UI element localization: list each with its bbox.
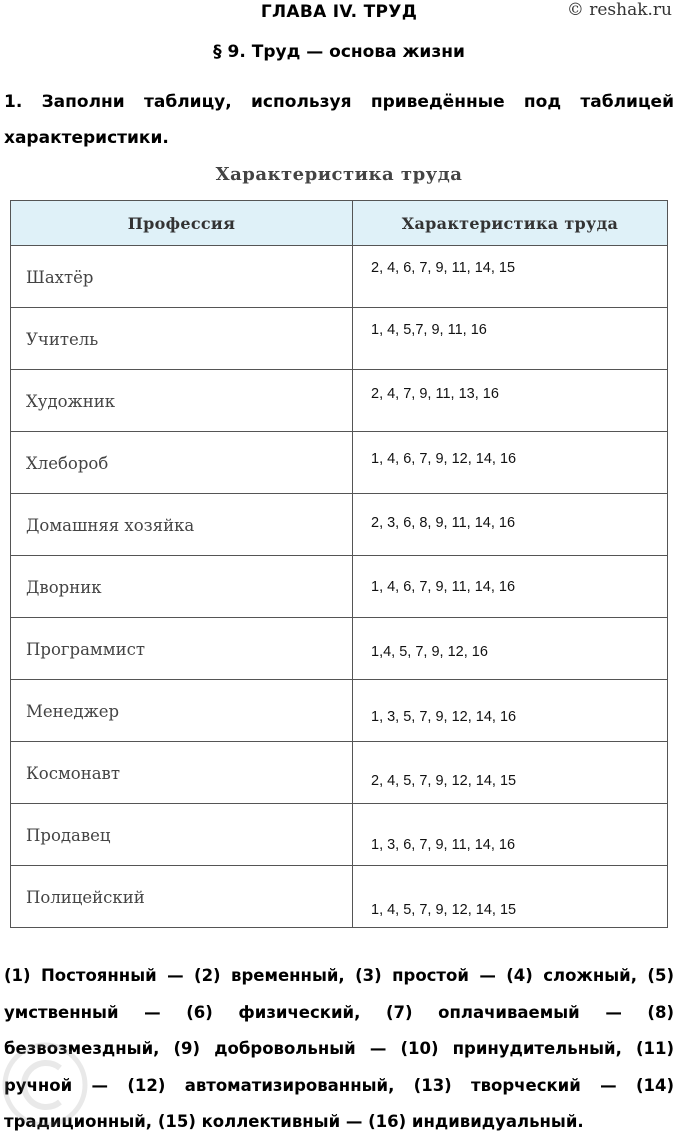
profession-cell: [11, 680, 353, 742]
table-row: [11, 494, 668, 556]
profession-name: Дворник: [26, 578, 102, 597]
table-row: [11, 370, 668, 432]
values-cell: [353, 804, 668, 866]
table-row: [11, 556, 668, 618]
values-cell: [353, 866, 668, 928]
table-row: [11, 432, 668, 494]
characteristic-values: 1, 4, 6, 7, 9, 11, 14, 16: [371, 579, 516, 595]
chapter-title: ГЛАВА IV. ТРУД: [260, 2, 418, 22]
profession-name: Продавец: [26, 826, 111, 845]
table-row: [11, 308, 668, 370]
characteristic-values: 1,4, 5, 7, 9, 12, 16: [371, 644, 488, 660]
characteristic-values: 1, 3, 5, 7, 9, 12, 14, 16: [371, 709, 517, 725]
profession-cell: [11, 804, 353, 866]
profession-name: Учитель: [26, 330, 99, 349]
values-cell: [353, 370, 668, 432]
characteristic-values: 1, 4, 6, 7, 9, 12, 14, 16: [371, 451, 517, 467]
characteristics-legend: (1) Постоянный — (2) временный, (3) простой — (4) сложный, (5) умственный — (6) физический, (7) оплачиваемый — (8) безвозмездный, (9) добровольный — (10) принудительный, (11) ручной — (12) автоматизированный, (13) творческий — (14) традиционный, (15) коллективный — (16) индивидуальный.: [4, 966, 674, 1131]
profession-name: Полицейский: [26, 888, 145, 907]
table-row: [11, 866, 668, 928]
section-title: § 9. Труд — основа жизни: [213, 42, 465, 62]
characteristic-values: 2, 3, 6, 8, 9, 11, 14, 16: [371, 515, 516, 531]
values-cell: [353, 742, 668, 804]
characteristic-values: 2, 4, 7, 9, 11, 13, 16: [371, 386, 499, 402]
header-characteristic: Характеристика труда: [353, 201, 668, 246]
profession-table: [10, 200, 668, 928]
values-cell: [353, 556, 668, 618]
table-title: Характеристика труда: [215, 164, 463, 185]
table-row: [11, 742, 668, 804]
profession-cell: [11, 556, 353, 618]
table-header-row: [11, 201, 668, 246]
profession-name: Хлебороб: [26, 454, 109, 473]
table-row: [11, 618, 668, 680]
site-watermark: © reshak.ru: [566, 0, 672, 20]
profession-cell: [11, 618, 353, 680]
characteristic-values: 1, 4, 5,7, 9, 11, 16: [371, 322, 487, 338]
characteristic-values: 2, 4, 5, 7, 9, 12, 14, 15: [371, 773, 517, 789]
values-cell: [353, 432, 668, 494]
characteristic-values: 1, 4, 5, 7, 9, 12, 14, 15: [371, 902, 517, 918]
values-cell: [353, 680, 668, 742]
table-row: [11, 680, 668, 742]
profession-cell: [11, 494, 353, 556]
profession-name: Художник: [26, 392, 116, 411]
profession-name: Шахтёр: [26, 268, 94, 287]
profession-cell: [11, 246, 353, 308]
profession-name: Программист: [26, 640, 145, 659]
values-cell: [353, 308, 668, 370]
profession-cell: [11, 866, 353, 928]
values-cell: [353, 246, 668, 308]
profession-cell: [11, 742, 353, 804]
characteristic-values: 2, 4, 6, 7, 9, 11, 14, 15: [371, 260, 516, 276]
values-cell: [353, 618, 668, 680]
task-text: 1. Заполни таблицу, используя приведённые под таблицей характеристики.: [4, 92, 674, 148]
profession-name: Домашняя хозяйка: [26, 516, 195, 535]
values-cell: [353, 494, 668, 556]
table-row: [11, 804, 668, 866]
profession-cell: [11, 308, 353, 370]
profession-name: Менеджер: [26, 702, 120, 721]
table-row: [11, 246, 668, 308]
page-header: [0, 0, 678, 26]
profession-name: Космонавт: [26, 764, 120, 783]
profession-cell: [11, 432, 353, 494]
header-profession: Профессия: [11, 201, 353, 246]
profession-cell: [11, 370, 353, 432]
characteristic-values: 1, 3, 6, 7, 9, 11, 14, 16: [371, 837, 516, 853]
